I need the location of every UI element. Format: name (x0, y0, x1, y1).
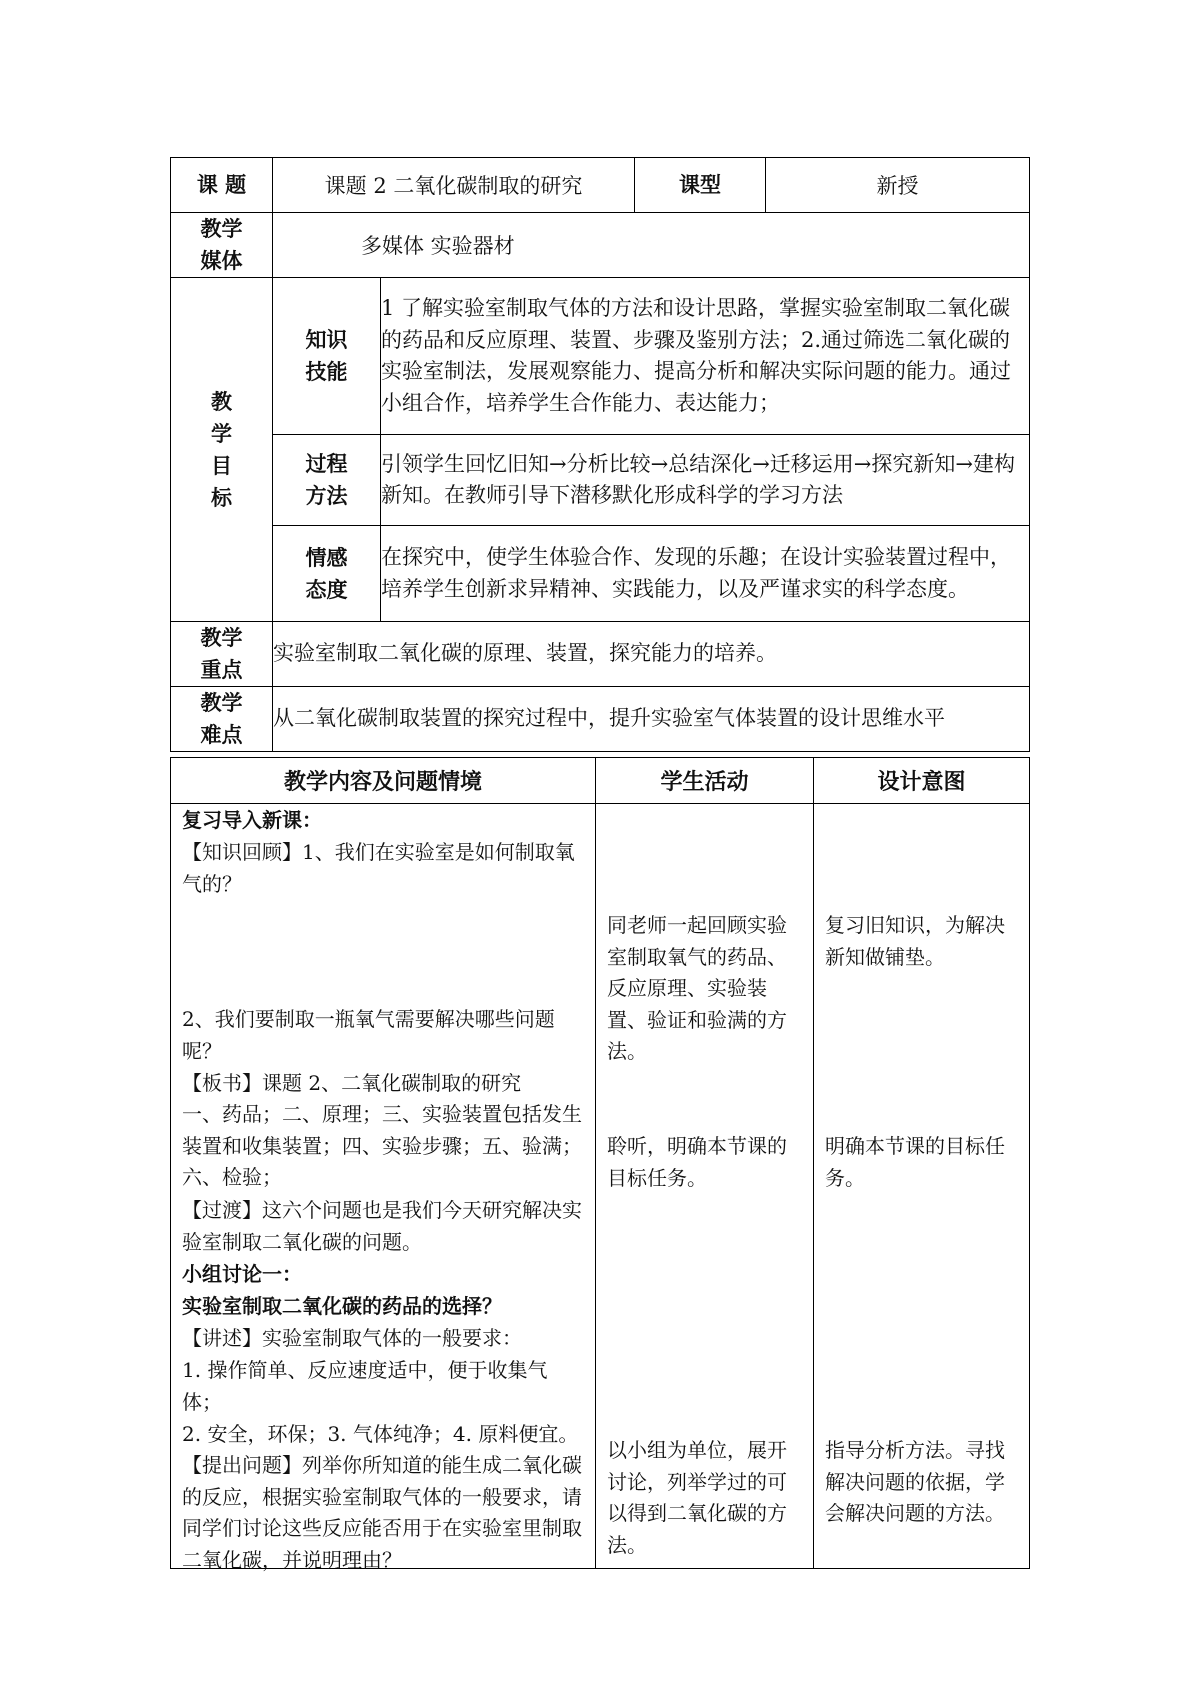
content-cell (171, 804, 596, 1572)
student-activity-1: 同老师一起回顾实验室制取氧气的药品、反应原理、实验装置、验证和验满的方法。 (607, 913, 787, 1063)
process-label: 过程 方法 (273, 435, 381, 526)
process-text: 引领学生回忆旧知→分析比较→总结深化→迁移运用→探究新知→建构新知。在教师引导下潜移默化形成科学的学习方法 (381, 435, 1030, 526)
key-label: 教学 重点 (171, 622, 273, 687)
key-text: 实验室制取二氧化碳的原理、装置，探究能力的培养。 (273, 622, 1030, 687)
intent-cell (814, 804, 1030, 1569)
student-cell (596, 804, 814, 1569)
lesson-plan-table (170, 757, 1030, 1572)
group-discussion-heading: 小组讨论一： (182, 1262, 302, 1286)
raise-question: 【提出问题】列举你所知道的能生成二氧化碳的反应，根据实验室制取气体的一般要求，请同学们讨论这些反应能否用于在实验室里制取二氧化碳，并说明理由？ (182, 1453, 582, 1572)
knowledge-text: 1 了解实验室制取气体的方法和设计思路，掌握实验室制取二氧化碳的药品和反应原理、装置、步骤及鉴别方法；2.通过筛选二氧化碳的实验室制法，发展观察能力、提高分析和解决实际问题的能力。通过小组合作，培养学生合作能力、表达能力； (381, 278, 1030, 435)
requirement-two: 2. 安全，环保；3. 气体纯净；4. 原料便宜。 (182, 1422, 579, 1446)
media-label: 教学 媒体 (171, 213, 273, 278)
difficult-label: 教学 难点 (171, 687, 273, 752)
type-value: 新授 (766, 158, 1030, 213)
difficult-text: 从二氧化碳制取装置的探究过程中，提升实验室气体装置的设计思维水平 (273, 687, 1030, 752)
topic-label: 课 题 (171, 158, 273, 213)
lesson-info-table (170, 157, 1030, 752)
emotion-label: 情感 态度 (273, 526, 381, 622)
type-label: 课型 (635, 158, 766, 213)
emotion-text: 在探究中，使学生体验合作、发现的乐趣；在设计实验装置过程中，培养学生创新求异精神、实践能力，以及严谨求实的科学态度。 (381, 526, 1030, 622)
knowledge-label: 知识 技能 (273, 278, 381, 435)
group-discussion-topic: 实验室制取二氧化碳的药品的选择？ (182, 1294, 502, 1318)
transition: 【过渡】这六个问题也是我们今天研究解决实验室制取二氧化碳的问题。 (182, 1198, 582, 1254)
design-intent-2: 明确本节课的目标任务。 (825, 1134, 1005, 1190)
goals-label: 教 学 目 标 (171, 278, 273, 622)
board-items: 一、药品；二、原理；三、实验装置包括发生装置和收集装置；四、实验步骤；五、验满；六、检验； (182, 1102, 582, 1189)
design-intent-1: 复习旧知识，为解决新知做铺垫。 (825, 913, 1005, 969)
requirement-one: 1. 操作简单、反应速度适中，便于收集气体； (182, 1358, 548, 1414)
student-activity-3: 以小组为单位，展开讨论，列举学过的可以得到二氧化碳的方法。 (607, 1438, 787, 1557)
board-title: 【板书】课题 2、二氧化碳制取的研究 (182, 1071, 522, 1095)
design-intent-3: 指导分析方法。寻找解决问题的依据，学会解决问题的方法。 (825, 1438, 1005, 1525)
question-two: 2、我们要制取一瓶氧气需要解决哪些问题呢？ (182, 1007, 555, 1063)
review-heading: 复习导入新课： (182, 808, 322, 832)
col-header-intent: 设计意图 (814, 758, 1030, 804)
narration: 【讲述】实验室制取气体的一般要求： (182, 1326, 522, 1350)
col-header-content: 教学内容及问题情境 (171, 758, 596, 804)
student-activity-2: 聆听，明确本节课的目标任务。 (607, 1134, 787, 1190)
topic-value: 课题 2 二氧化碳制取的研究 (273, 158, 635, 213)
knowledge-review: 【知识回顾】1、我们在实验室是如何制取氧气的？ (182, 840, 575, 896)
col-header-student: 学生活动 (596, 758, 814, 804)
media-value: 多媒体 实验器材 (273, 213, 1030, 278)
